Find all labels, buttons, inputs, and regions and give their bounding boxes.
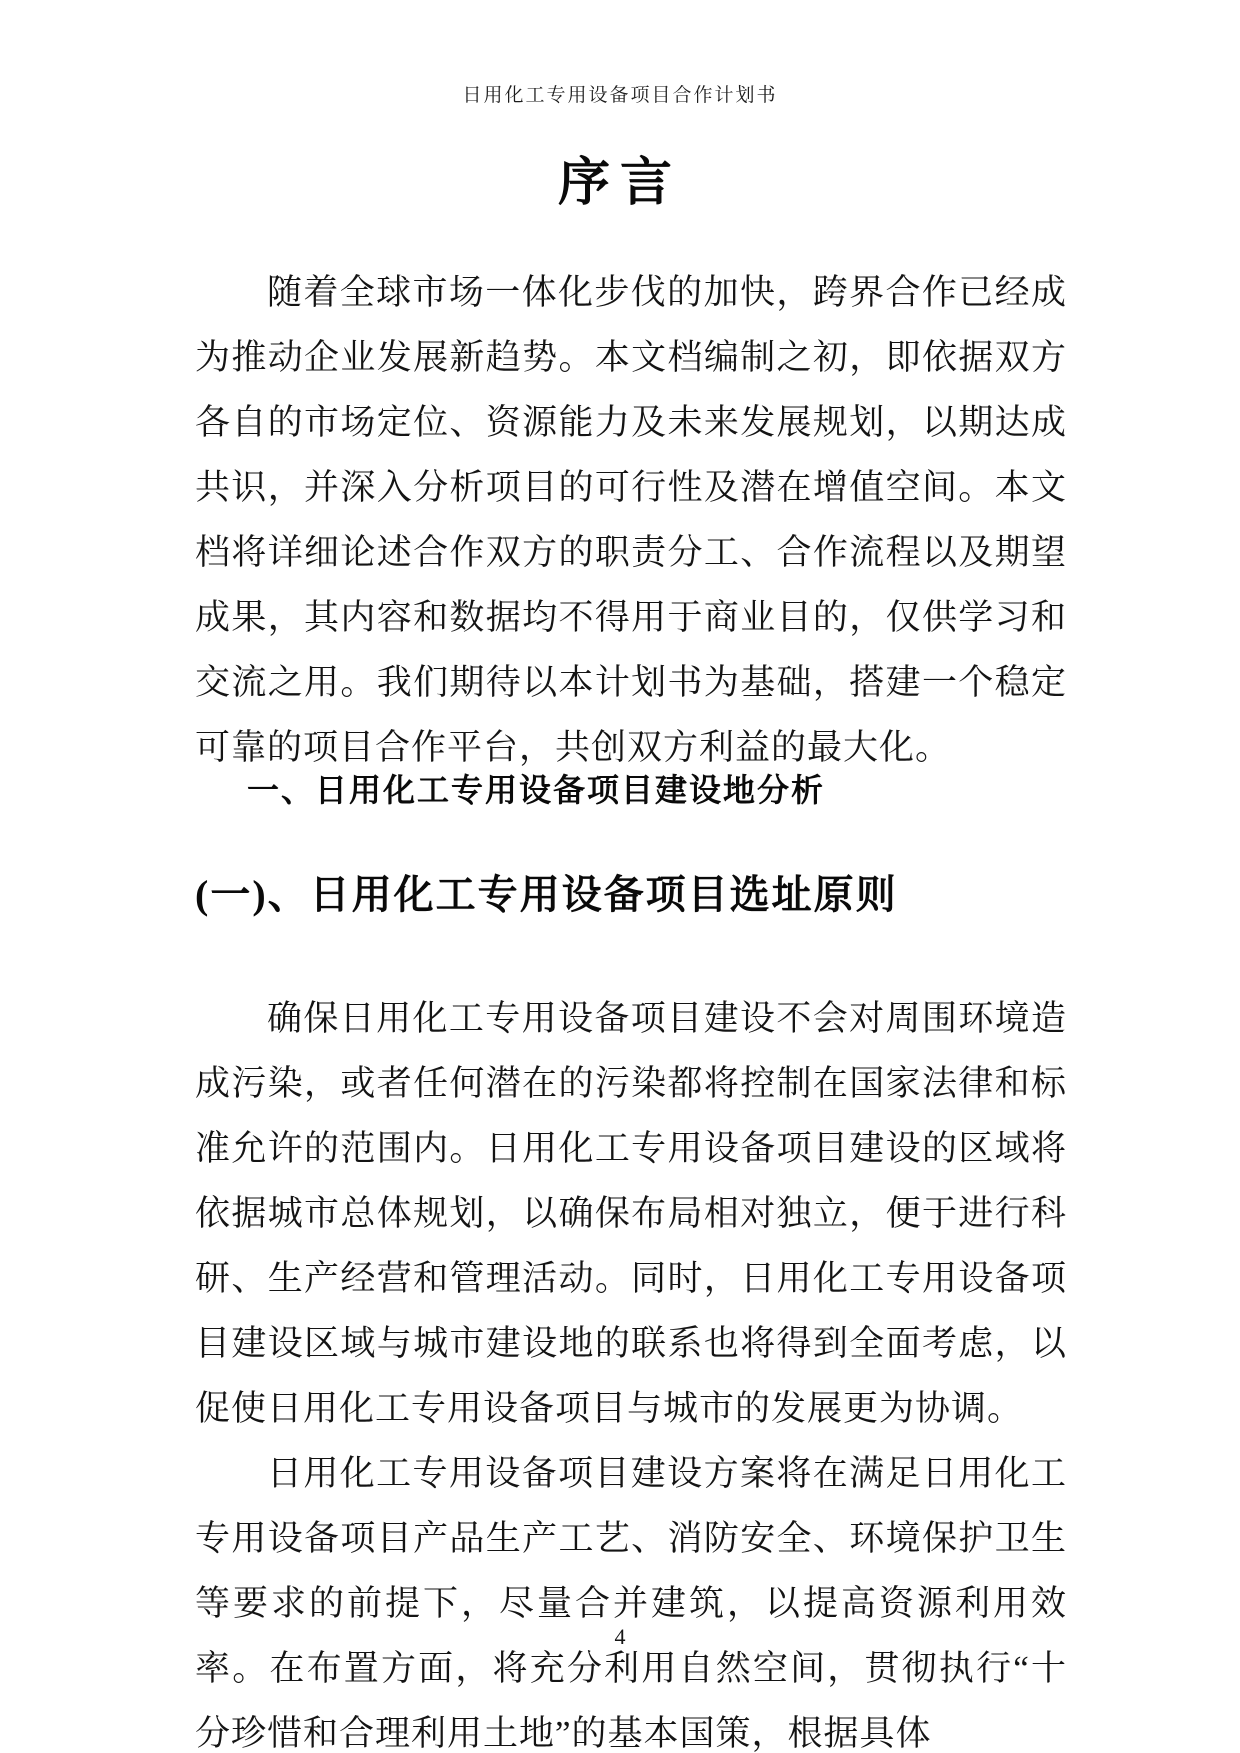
document-title: 序言: [557, 155, 682, 212]
section-heading: 一、日用化工专用设备项目建设地分析: [247, 772, 826, 808]
subsection-heading: (一)、日用化工专用设备项目选址原则: [195, 872, 898, 917]
paragraph-site-selection-1: 确保日用化工专用设备项目建设不会对周围环境造成污染，或者任何潜在的污染都将控制在国家法律和标准允许的范围内。日用化工专用设备项目建设的区域将依据城市总体规划，以确保布局相对独立，便于进行科研、生产经营和管理活动。同时，日用化工专用设备项目建设区域与城市建设地的联系也将得到全面考虑，以促使日用化工专用设备项目与城市的发展更为协调。: [195, 999, 1067, 1428]
document-header: 日用化工专用设备项目合作计划书: [462, 85, 778, 106]
paragraph-site-selection-2: 日用化工专用设备项目建设方案将在满足日用化工专用设备项目产品生产工艺、消防安全、环境保护卫生等要求的前提下，尽量合并建筑，以提高资源利用效率。在布置方面，将充分利用自然空间，贯彻执行“十分珍惜和合理利用土地”的基本国策，根据具体: [195, 1454, 1067, 1753]
paragraph-preface: 随着全球市场一体化步伐的加快，跨界合作已经成为推动企业发展新趋势。本文档编制之初，即依据双方各自的市场定位、资源能力及未来发展规划，以期达成共识，并深入分析项目的可行性及潜在增值空间。本文档将详细论述合作双方的职责分工、合作流程以及期望成果，其内容和数据均不得用于商业目的，仅供学习和交流之用。我们期待以本计划书为基础，搭建一个稳定可靠的项目合作平台，共创双方利益的最大化。: [195, 273, 1067, 767]
page-number: 4: [614, 1624, 626, 1649]
